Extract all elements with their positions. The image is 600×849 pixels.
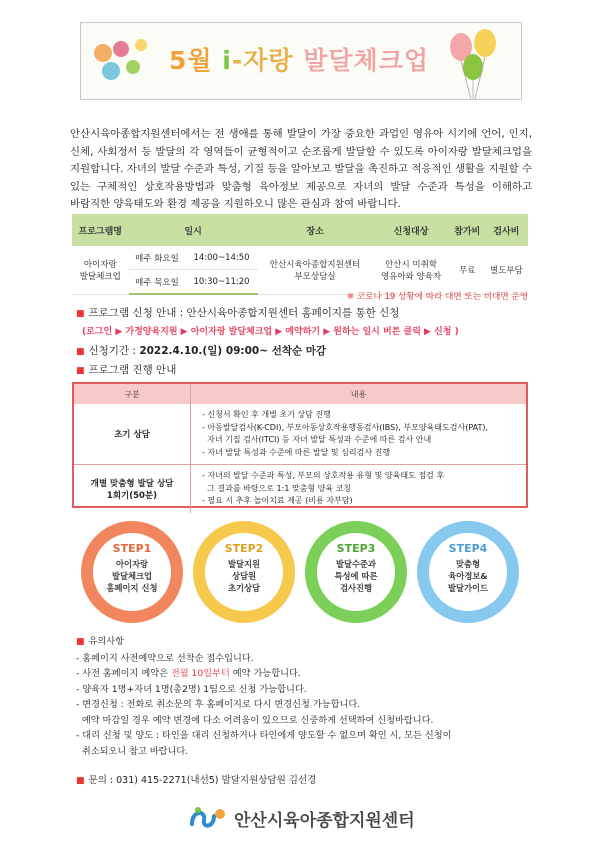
- col-header: 프로그램명: [72, 214, 129, 246]
- list-item: - 신청서 확인 후 개별 초기 상담 진행: [202, 410, 331, 419]
- detail-content: [191, 404, 527, 465]
- footer-logo: [188, 804, 415, 832]
- col-header: 장소: [258, 214, 373, 246]
- process-steps: [80, 520, 520, 620]
- notice-heading: ■ 유의사항: [76, 636, 125, 647]
- center-name: 안산시육아종합지원센터: [234, 810, 415, 831]
- schedule-day: 매주 화요일: [129, 246, 186, 270]
- center-logo-icon: [188, 804, 228, 832]
- col-header: 신청대상: [372, 214, 449, 246]
- col-header: 일시: [129, 214, 258, 246]
- list-item: - 필요 시 추후 놀이치료 제공 (비용 자부담): [202, 496, 353, 505]
- apply-period: ■ 신청기간 : 2022.4.10.(일) 09:00~ 선착순 마감: [76, 345, 327, 357]
- step-desc: 발달지원 상담원 초기상담: [227, 559, 261, 593]
- step-title: STEP2: [224, 542, 264, 555]
- bullet-icon: ■: [76, 637, 85, 647]
- schedule-time: 10:30~11:20: [185, 270, 257, 295]
- intro-paragraph: 안산시육아종합지원센터에서는 전 생애를 통해 발달이 가장 중요한 과업인 영유아 시기에 언어, 인지, 신체, 사회정서 등 발달의 각 영역들이 균형적이고 순조롭게 발달할 수 있도록 아이자랑 발달체크업을 지원합니다. 자녀의 발달 수준과 특성, 기질 등을 알아보고 발달을 촉진하고 적응적인 생활을 지원할 수 있는 구체적인 상호작용방법과 맞춤형 육아정보 제공으로 자녀의 발달 수준과 특성을 이해하고 바람직한 양육태도와 환경 제공을 지원하오니 많은 관심과 참여 바랍니다.: [70, 128, 532, 210]
- col-header: 참가비: [450, 214, 485, 246]
- detail-table: [72, 382, 528, 508]
- notice-line: - 홈페이지 사전예약으로 선착순 접수입니다.: [76, 652, 254, 664]
- bullet-icon: ■: [76, 776, 85, 786]
- step-3: [304, 520, 408, 624]
- schedule-day: 매주 목요일: [129, 270, 186, 295]
- bullet-icon: ■: [76, 347, 85, 357]
- step-4: [416, 520, 520, 624]
- notice-line: - 사전 홈페이지 예약은 전월 10일부터 예약 가능합니다.: [76, 668, 301, 679]
- list-item: - 자녀 발달 특성과 수준에 따른 발달 및 심리검사 진행: [202, 447, 391, 457]
- step-title: STEP1: [112, 542, 152, 555]
- detail-col-header: 구분: [74, 384, 191, 404]
- notice-line: - 양육자 1명+자녀 1명(총2명) 1팀으로 신청 가능합니다.: [76, 683, 307, 695]
- bullet-icon: ■: [76, 366, 85, 376]
- col-header: 검사비: [485, 214, 528, 246]
- bullet-icon: ■: [76, 309, 85, 319]
- step-1: [80, 520, 184, 624]
- list-item: - 아동발달검사(K-CDI), 부모아동상호작용행동검사(IBS), 부모양육태도검사(PAT),: [202, 422, 489, 432]
- apply-route: (로그인 ▶ 가정양육지원 ▶ 아이자랑 발달체크업 ▶ 예약하기 ▶ 원하는 일시 버튼 클릭 ▶ 신청 ): [82, 327, 459, 337]
- schedule-time: 14:00~14:50: [185, 246, 257, 270]
- detail-col-header: 내용: [191, 384, 527, 404]
- step-title: STEP3: [336, 542, 376, 555]
- detail-category: 개별 맞춤형 발달 상담 1회기(50분): [74, 465, 191, 513]
- step-desc: 맞춤형 육아정보& 발달가이드: [447, 559, 489, 593]
- handprint-decoration: [81, 23, 161, 99]
- progress-heading: ■ 프로그램 진행 안내: [76, 364, 177, 376]
- step-desc: 발달수준과 특성에 따른 검사진행: [334, 559, 378, 593]
- program-fee: 무료: [450, 246, 485, 294]
- step-desc: 아이자랑 발달체크업 홈페이지 신청: [106, 559, 158, 593]
- notice-line: 예약 마감일 경우 예약 변경에 다소 어려움이 있으므로 신중하게 선택하여 신청바랍니다.: [76, 714, 434, 726]
- covid-note: ※ 코로나 19 상황에 따라 대면 또는 비대면 운영: [346, 292, 528, 302]
- program-target: 안산시 미취학 영유아와 양육자: [372, 246, 449, 294]
- notice-line: - 대리 신청 및 양도 : 타인을 대리 신청하거나 타인에게 양도할 수 없으며 확인 시, 모든 신청이: [76, 730, 452, 741]
- apply-info: ■ 프로그램 신청 안내 : 안산시육아종합지원센터 홈페이지를 통한 신청: [76, 307, 400, 319]
- step-title: STEP4: [448, 542, 488, 555]
- balloon-decoration: [441, 23, 521, 99]
- program-name: 아이자랑 발달체크업: [72, 246, 129, 294]
- step-2: [192, 520, 296, 624]
- banner-title: 5월 i-자랑 발달체크업: [169, 46, 430, 75]
- notice-section: [76, 634, 452, 759]
- program-test-fee: 별도부담: [485, 246, 528, 294]
- list-item: 그 결과를 바탕으로 1:1 맞춤형 양육 코칭: [202, 483, 352, 493]
- header-banner: [80, 22, 522, 100]
- detail-category: 초기 상담: [74, 404, 191, 465]
- detail-content: [191, 465, 527, 513]
- notice-line: 취소되오니 참고 바랍니다.: [76, 745, 189, 757]
- list-item: - 자녀의 발달 수준과 특성, 부모의 상호작용 유형 및 양육태도 점검 후: [202, 471, 445, 480]
- notice-line: - 변경신청 : 전화로 취소문의 후 홈페이지로 다시 변경신청 가능합니다.: [76, 699, 361, 710]
- program-table: [72, 214, 528, 295]
- contact-info: ■ 문의 : 031) 415-2271(내선5) 발달지원상담원 김선경: [76, 775, 317, 786]
- list-item: 자녀 기질 검사(ITCI) 등 자녀 발달 특성과 수준에 따른 검사 안내: [202, 435, 432, 444]
- program-place: 안산시육아종합지원센터 부모상담실: [258, 246, 373, 294]
